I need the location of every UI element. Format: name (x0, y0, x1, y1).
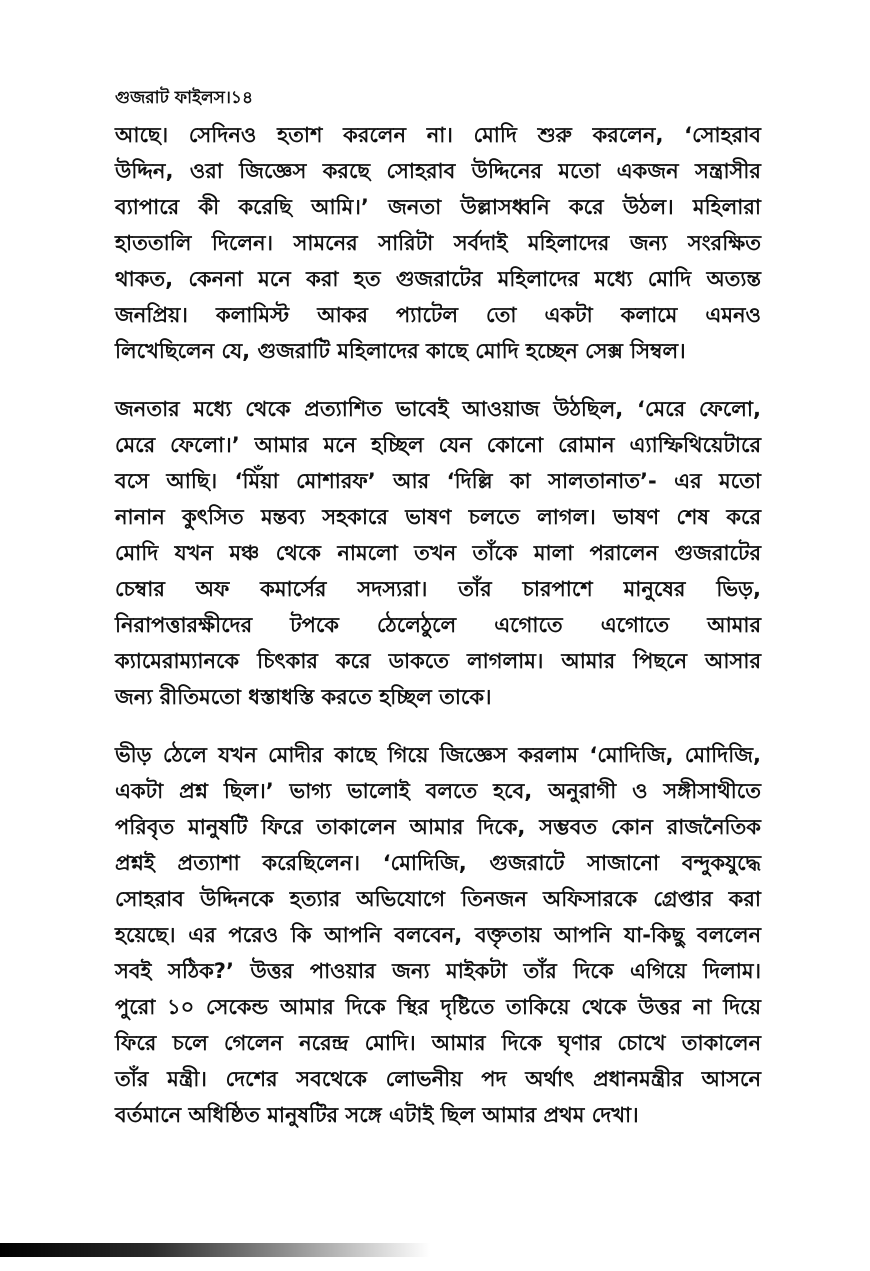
text-line: ক্যামেরাম্যানকে চিৎকার করে ডাকতে লাগলাম। আমার পিছনে আসার (115, 649, 761, 673)
text-line: বসে আছি। ‘মিঁয়া মোশারফ’ আর ‘দিল্লি কা সালতানাত’- এর মতো (115, 469, 761, 493)
text-line: নিরাপত্তারক্ষীদের টপকে ঠেলেঠুলে এগোতে এগোতে আমার (115, 613, 761, 637)
text-line: ফিরে চলে গেলেন নরেন্দ্র মোদি। আমার দিকে ঘৃণার চোখে তাকালেন (115, 1031, 761, 1055)
text-line: উদ্দিন, ওরা জিজ্ঞেস করছে সোহরাব উদ্দিনের মতো একজন সন্ত্রাসীর (115, 159, 761, 183)
text-line: জন্য রীতিমতো ধস্তাধস্তি করতে হচ্ছিল তাকে। (115, 685, 492, 709)
paragraph-3 (115, 737, 761, 1133)
text-line: হয়েছে। এর পরেও কি আপনি বলবেন, বক্তৃতায় আপনি যা-কিছু বললেন (115, 923, 761, 947)
text-line: পুরো ১০ সেকেন্ড আমার দিকে স্থির দৃষ্টিতে তাকিয়ে থেকে উত্তর না দিয়ে (115, 995, 761, 1019)
text-line: সোহরাব উদ্দিনকে হত্যার অভিযোগে তিনজন অফিসারকে গ্রেপ্তার করা (115, 887, 761, 911)
running-header: গুজরাট ফাইলস।১৪ (115, 88, 253, 108)
text-line: মোদি যখন মঞ্চ থেকে নামলো তখন তাঁকে মালা পরালেন গুজরাটের (115, 541, 761, 565)
footer-gradient-bar (0, 1243, 430, 1257)
text-line: চেম্বার অফ কমার্সের সদস্যরা। তাঁর চারপাশে মানুষের ভিড়, (115, 577, 761, 601)
text-line: তাঁর মন্ত্রী। দেশের সবথেকে লোভনীয় পদ অর্থাৎ প্রধানমন্ত্রীর আসনে (115, 1067, 761, 1091)
text-line: মেরে ফেলো।’ আমার মনে হচ্ছিল যেন কোনো রোমান এ্যাম্ফিথিয়েটারে (115, 433, 761, 457)
text-line: ভীড় ঠেলে যখন মোদীর কাছে গিয়ে জিজ্ঞেস করলাম ‘মোদিজি, মোদিজি, (115, 743, 761, 767)
text-line: একটা প্রশ্ন ছিল।’ ভাগ্য ভালোই বলতে হবে, অনুরাগী ও সঙ্গীসাথীতে (115, 779, 761, 803)
text-line: প্রশ্নই প্রত্যাশা করেছিলেন। ‘মোদিজি, গুজরাটে সাজানো বন্দুকযুদ্ধে (115, 851, 761, 875)
text-line: ব্যাপারে কী করেছি আমি।’ জনতা উল্লাসধ্বনি করে উঠল। মহিলারা (115, 195, 761, 219)
text-line: জনপ্রিয়। কলামিস্ট আকর প্যাটেল তো একটা কলামে এমনও (115, 303, 761, 327)
paragraph-1 (115, 117, 761, 369)
text-line: লিখেছিলেন যে, গুজরাটি মহিলাদের কাছে মোদি হচ্ছেন সেক্স সিম্বল। (115, 339, 686, 363)
text-line: পরিবৃত মানুষটি ফিরে তাকালেন আমার দিকে, সম্ভবত কোন রাজনৈতিক (115, 815, 761, 839)
text-line: নানান কুৎসিত মন্তব্য সহকারে ভাষণ চলতে লাগল। ভাষণ শেষ করে (115, 505, 761, 529)
text-line: থাকত, কেননা মনে করা হত গুজরাটের মহিলাদের মধ্যে মোদি অত্যন্ত (115, 267, 761, 291)
text-line: হাততালি দিলেন। সামনের সারিটা সর্বদাই মহিলাদের জন্য সংরক্ষিত (115, 231, 761, 255)
text-line: বর্তমানে অধিষ্ঠিত মানুষটির সঙ্গে এটাই ছিল আমার প্রথম দেখা। (115, 1103, 639, 1127)
paragraph-2 (115, 391, 761, 715)
body-text (115, 117, 761, 1155)
text-line: আছে। সেদিনও হতাশ করলেন না। মোদি শুরু করলেন, ‘সোহরাব (115, 123, 761, 147)
text-line: সবই সঠিক?’ উত্তর পাওয়ার জন্য মাইকটা তাঁর দিকে এগিয়ে দিলাম। (115, 959, 761, 983)
text-line: জনতার মধ্যে থেকে প্রত্যাশিত ভাবেই আওয়াজ উঠছিল, ‘মেরে ফেলো, (115, 397, 761, 421)
